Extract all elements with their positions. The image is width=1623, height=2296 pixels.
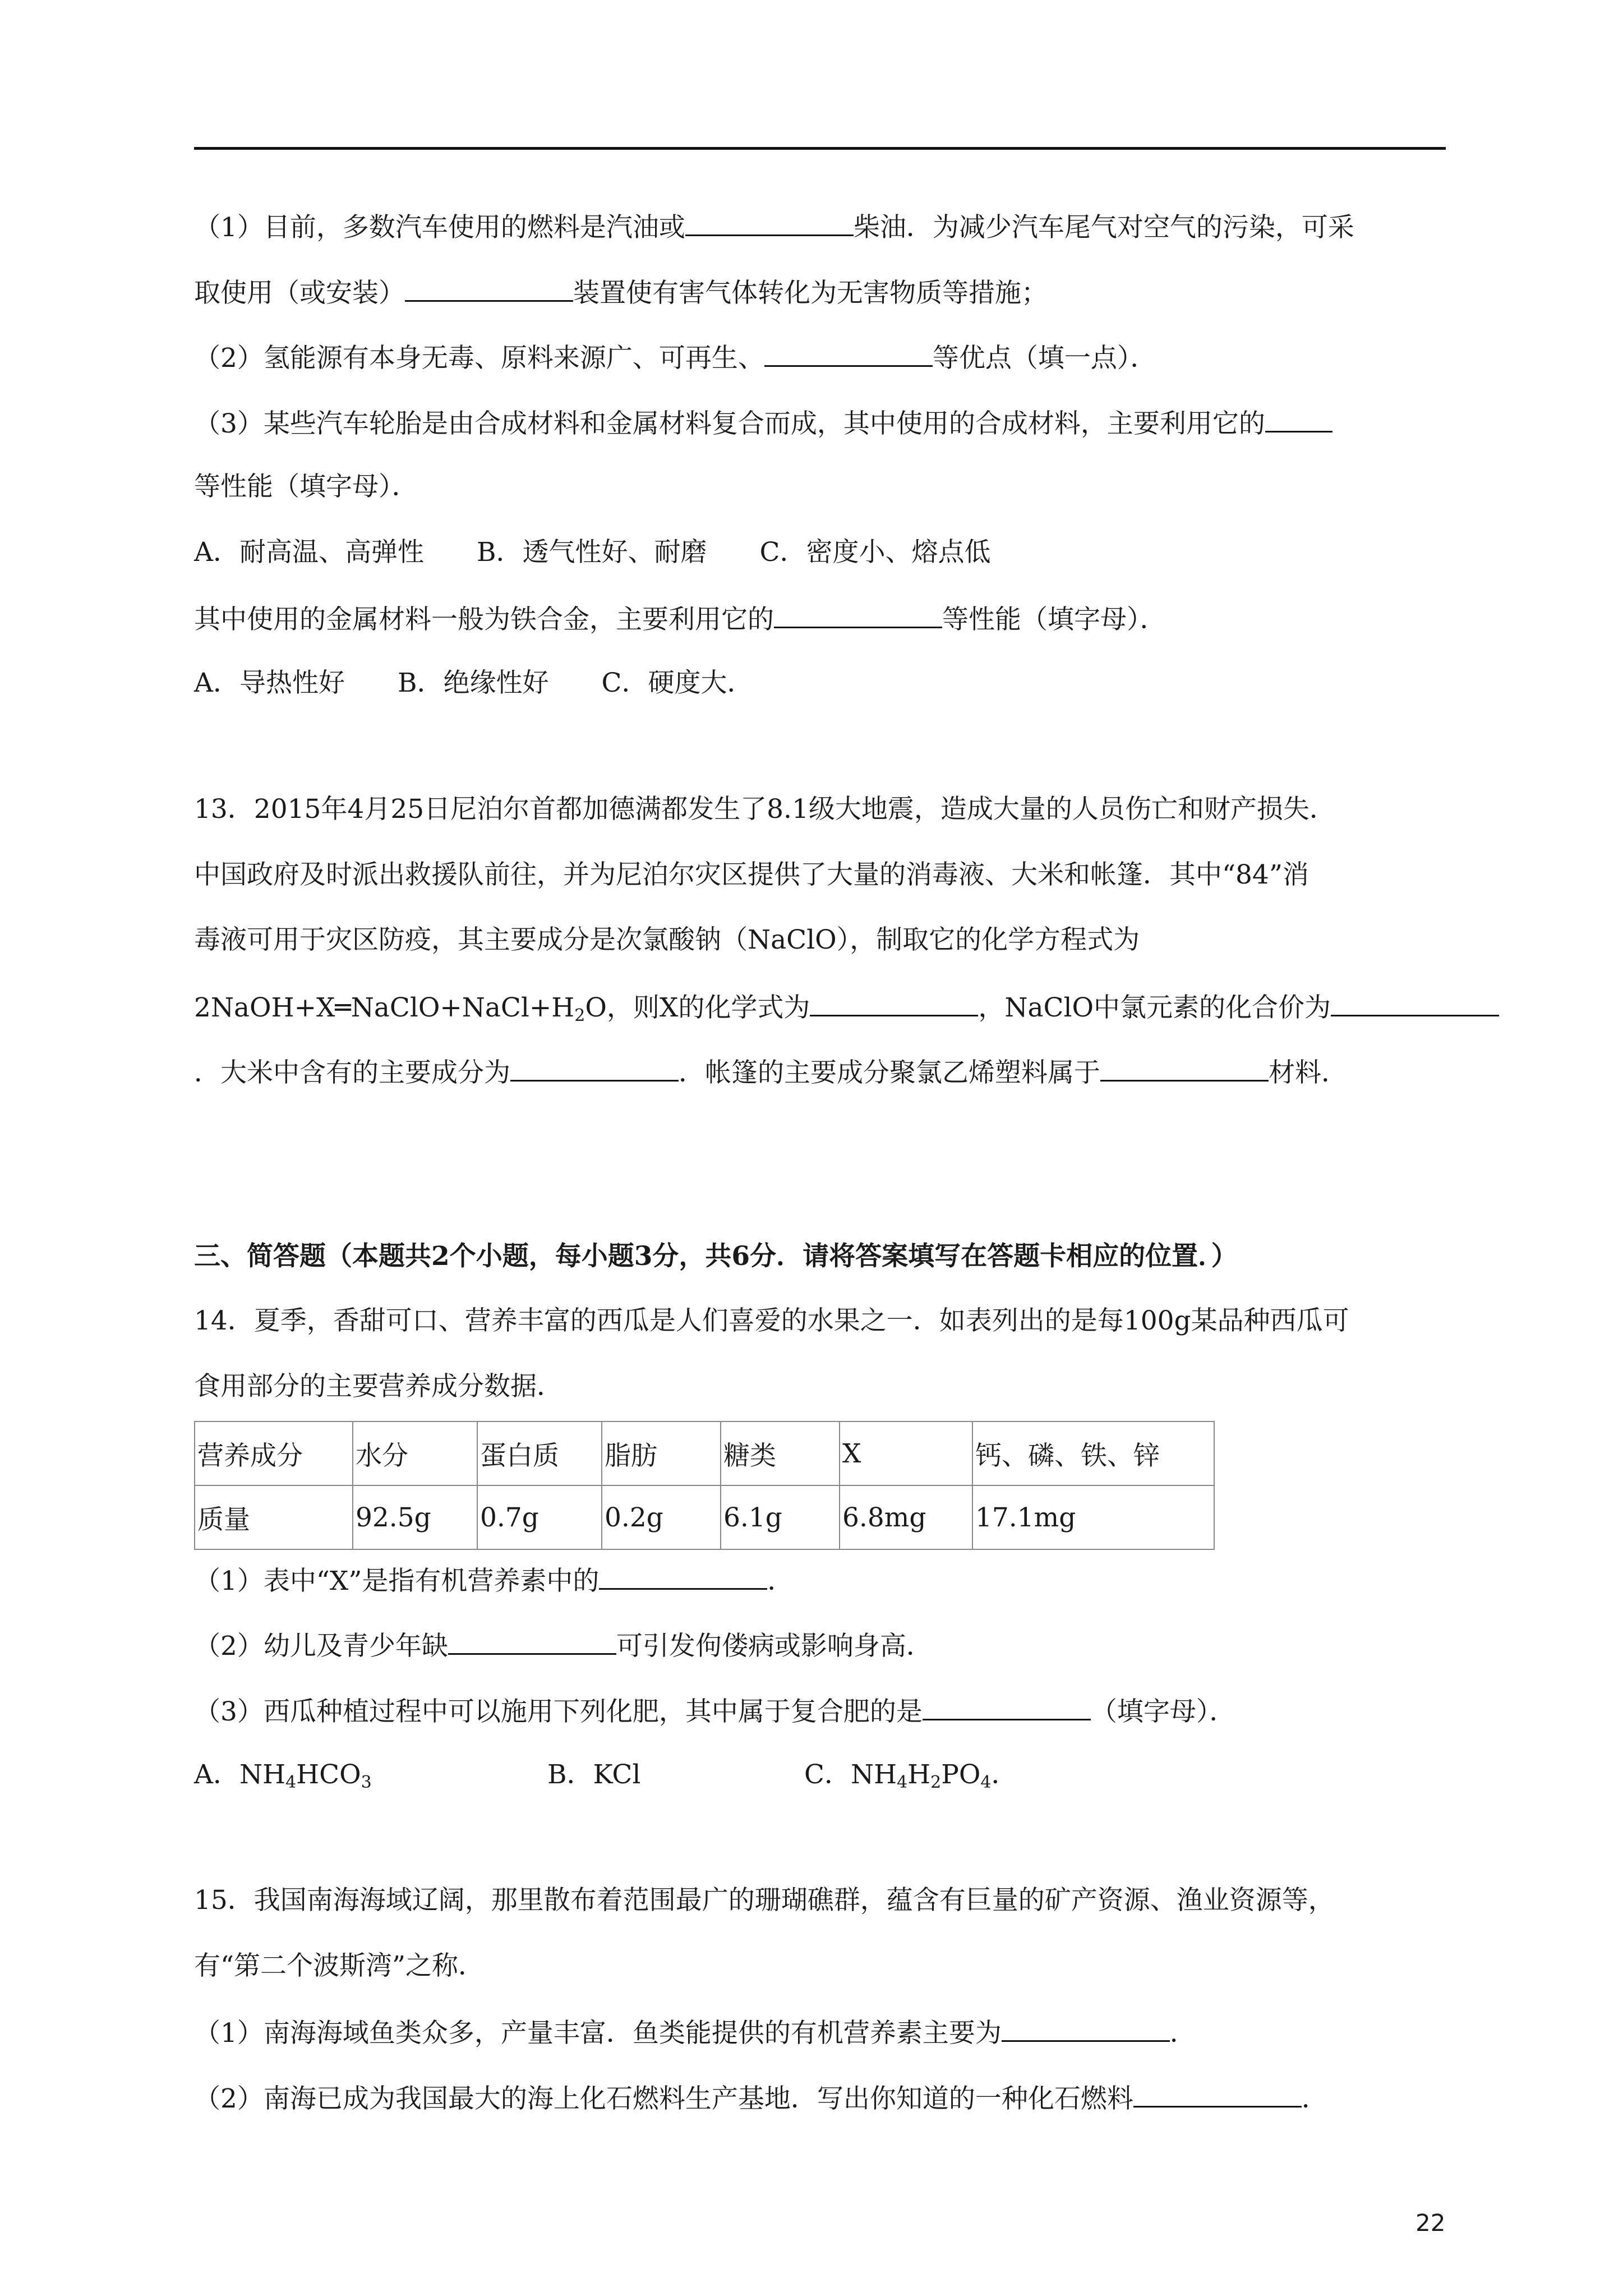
table-cell: 6.8mg bbox=[840, 1485, 972, 1549]
header-rule bbox=[194, 147, 1446, 150]
q13-line3: 毒液可用于灾区防疫，其主要成分是次氯酸钠（NaClO），制取它的化学方程式为 bbox=[194, 924, 1140, 955]
table-cell: 17.1mg bbox=[972, 1485, 1214, 1549]
nutrition-table bbox=[194, 1421, 1215, 1550]
table-cell: 钙、磷、铁、锌 bbox=[972, 1421, 1214, 1485]
answer-blank[interactable] bbox=[923, 1693, 1091, 1720]
answer-blank[interactable] bbox=[764, 339, 933, 367]
answer-blank[interactable] bbox=[1002, 2014, 1170, 2042]
q12-part3-line1: （3）某些汽车轮胎是由合成材料和金属材料复合而成，其中使用的合成材料，主要利用它的 bbox=[194, 405, 1332, 441]
table-cell: 6.1g bbox=[721, 1485, 840, 1549]
page-number: 22 bbox=[1415, 2209, 1446, 2237]
q13-equation-line: $2NaOH+X═NaClO+NaCl+H_2O$，则X的化学式为 ，NaClO中氯元素的化合价为 bbox=[194, 989, 1499, 1025]
table-cell: X bbox=[840, 1421, 972, 1485]
answer-blank[interactable] bbox=[774, 601, 942, 628]
table-cell: 糖类 bbox=[721, 1421, 840, 1485]
q12-part1-line2: 取使用（或安装） 装置使有害气体转化为无害物质等措施； bbox=[194, 274, 1048, 310]
q15-sub1: （1）南海海域鱼类众多，产量丰富．鱼类能提供的有机营养素主要为 ． bbox=[194, 2014, 1196, 2050]
q14-option-c: C．$NH_4H_2PO_4$． bbox=[804, 1759, 1018, 1792]
answer-blank[interactable] bbox=[810, 989, 978, 1016]
q13-line5: ．大米中含有的主要成分为 ．帐篷的主要成分聚氯乙烯塑料属于 材料． bbox=[194, 1054, 1348, 1090]
answer-blank[interactable] bbox=[599, 1562, 767, 1590]
table-cell: 水分 bbox=[353, 1421, 477, 1485]
q14-sub1: （1）表中“X”是指有机营养素中的 ． bbox=[194, 1562, 794, 1598]
table-cell: 脂肪 bbox=[602, 1421, 721, 1485]
q12-options-2: A．导热性好 B．绝缘性好 C．硬度大． bbox=[194, 668, 754, 698]
answer-blank[interactable] bbox=[1133, 2080, 1302, 2108]
table-header-row bbox=[195, 1421, 1214, 1485]
q15-line1: 15．我国南海海域辽阔，那里散布着范围最广的珊瑚礁群，蕴含有巨量的矿产资源、渔业资源等， bbox=[194, 1885, 1335, 1916]
q13-line2: 中国政府及时派出救援队前往，并为尼泊尔灾区提供了大量的消毒液、大米和帐篷．其中“84”消 bbox=[194, 859, 1309, 890]
table-cell: 蛋白质 bbox=[477, 1421, 602, 1485]
q14-option-b: B．KCl bbox=[547, 1759, 641, 1790]
q12-metal-line: 其中使用的金属材料一般为铁合金，主要利用它的 等性能（填字母）． bbox=[194, 601, 1166, 637]
q14-option-a: A．$NH_4HCO_3$ bbox=[194, 1759, 372, 1792]
q14-sub3: （3）西瓜种植过程中可以施用下列化肥，其中属于复合肥的是 （填字母）． bbox=[194, 1693, 1235, 1729]
q13-line1: 13．2015年4月25日尼泊尔首都加德满都发生了8.1级大地震，造成大量的人员伤亡和财产损失． bbox=[194, 794, 1336, 825]
q15-line2: 有“第二个波斯湾”之称． bbox=[194, 1950, 485, 1981]
answer-blank[interactable] bbox=[1100, 1054, 1269, 1082]
q12-part3-line2: 等性能（填字母）． bbox=[194, 471, 418, 502]
answer-blank[interactable] bbox=[405, 274, 573, 302]
table-cell: 0.2g bbox=[602, 1485, 721, 1549]
answer-blank[interactable] bbox=[1265, 405, 1332, 432]
table-cell: 质量 bbox=[195, 1485, 353, 1549]
q15-sub2: （2）南海已成为我国最大的海上化石燃料生产基地．写出你知道的一种化石燃料 ． bbox=[194, 2080, 1328, 2116]
table-cell: 营养成分 bbox=[195, 1421, 353, 1485]
table-cell: 0.7g bbox=[477, 1485, 602, 1549]
q14-line1: 14．夏季，香甜可口、营养丰富的西瓜是人们喜爱的水果之一．如表列出的是每100g某品种西瓜可 bbox=[194, 1305, 1349, 1336]
answer-blank[interactable] bbox=[1331, 989, 1499, 1016]
answer-blank[interactable] bbox=[510, 1054, 679, 1082]
q14-line2: 食用部分的主要营养成分数据． bbox=[194, 1371, 563, 1402]
q12-part2: （2）氢能源有本身无毒、原料来源广、可再生、 等优点（填一点）． bbox=[194, 339, 1156, 375]
answer-blank[interactable] bbox=[448, 1627, 616, 1655]
section-heading: 三、简答题（本题共2个小题，每小题3分，共6分．请将答案填写在答题卡相应的位置．） bbox=[194, 1241, 1238, 1272]
answer-blank[interactable] bbox=[685, 209, 854, 236]
q12-part1-line1: （1）目前，多数汽车使用的燃料是汽油或 柴油．为减少汽车尾气对空气的污染，可采 bbox=[194, 209, 1354, 245]
q14-sub2: （2）幼儿及青少年缺 可引发佝偻病或影响身高． bbox=[194, 1627, 933, 1663]
table-cell: 92.5g bbox=[353, 1485, 477, 1549]
q12-options-1: A．耐高温、高弹性 B．透气性好、耐磨 C．密度小、熔点低 bbox=[194, 537, 991, 568]
table-row bbox=[195, 1485, 1214, 1549]
